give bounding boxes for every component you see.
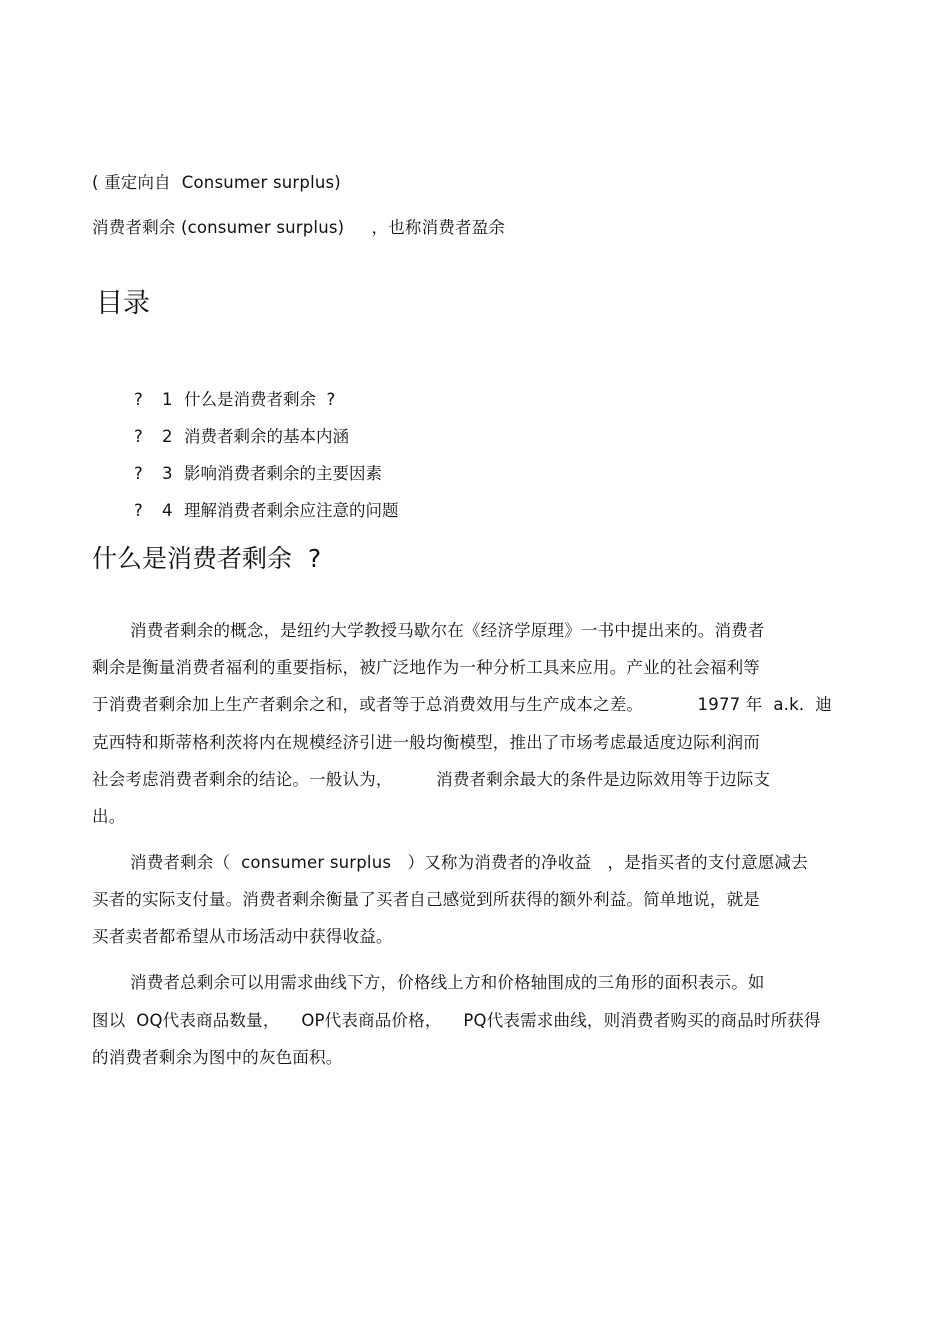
toc-label[interactable]: 理解消费者剩余应注意的问题 — [183, 501, 399, 520]
toc-number: 3 — [161, 464, 173, 483]
toc-label[interactable]: 影响消费者剩余的主要因素 — [183, 464, 382, 483]
toc-marker: ? — [133, 464, 143, 483]
section-heading: 什么是消费者剩余 ? — [92, 544, 322, 573]
toc-marker: ? — [133, 427, 143, 446]
paragraph-1-line-2: 剩余是衡量消费者福利的重要指标，被广泛地作为一种分析工具来应用。产业的社会福利等 — [92, 658, 760, 677]
toc-marker: ? — [133, 501, 143, 520]
redirect-note: ( 重定向自 Consumer surplus) — [92, 173, 341, 192]
intro-line: 消费者剩余 (consumer surplus) ，也称消费者盈余 — [92, 218, 506, 237]
paragraph-1-line-4: 克西特和斯蒂格利茨将内在规模经济引进一般均衡模型，推出了市场考虑最适度边际利润而 — [92, 733, 760, 752]
toc-number: 1 — [161, 390, 173, 409]
paragraph-1-line-1: 消费者剩余的概念，是纽约大学教授马歇尔在《经济学原理》一书中提出来的。消费者 — [130, 621, 765, 640]
paragraph-2-line-3: 买者卖者都希望从市场活动中获得收益。 — [92, 927, 393, 946]
toc-marker: ? — [133, 390, 143, 409]
toc-item-4[interactable] — [113, 478, 398, 544]
paragraph-1-line-5: 社会考虑消费者剩余的结论。一般认为， 消费者剩余最大的条件是边际效用等于边际支 — [92, 770, 771, 789]
toc-label[interactable]: 什么是消费者剩余 ? — [183, 390, 336, 409]
paragraph-1-line-6: 出。 — [92, 807, 126, 826]
paragraph-2-line-2: 买者的实际支付量。消费者剩余衡量了买者自己感觉到所获得的额外利益。简单地说，就是 — [92, 890, 760, 909]
toc-number: 2 — [161, 427, 173, 446]
paragraph-3-line-1: 消费者总剩余可以用需求曲线下方，价格线上方和价格轴围成的三角形的面积表示。如 — [130, 973, 765, 992]
toc-title: 目录 — [96, 288, 150, 319]
paragraph-2-line-1: 消费者剩余（ consumer surplus ）又称为消费者的净收益 ，是指买者的支付意愿减去 — [130, 853, 808, 872]
paragraph-3-line-2: 图以 OQ代表商品数量， OP代表商品价格， PQ代表需求曲线，则消费者购买的商品时所获得 — [92, 1011, 821, 1030]
paragraph-3-line-3: 的消费者剩余为图中的灰色面积。 — [92, 1048, 343, 1067]
toc-label[interactable]: 消费者剩余的基本内涵 — [183, 427, 349, 446]
toc-number: 4 — [161, 501, 173, 520]
paragraph-1-line-3: 于消费者剩余加上生产者剩余之和，或者等于总消费效用与生产成本之差。 1977 年 a.k. 迪 — [92, 695, 832, 714]
